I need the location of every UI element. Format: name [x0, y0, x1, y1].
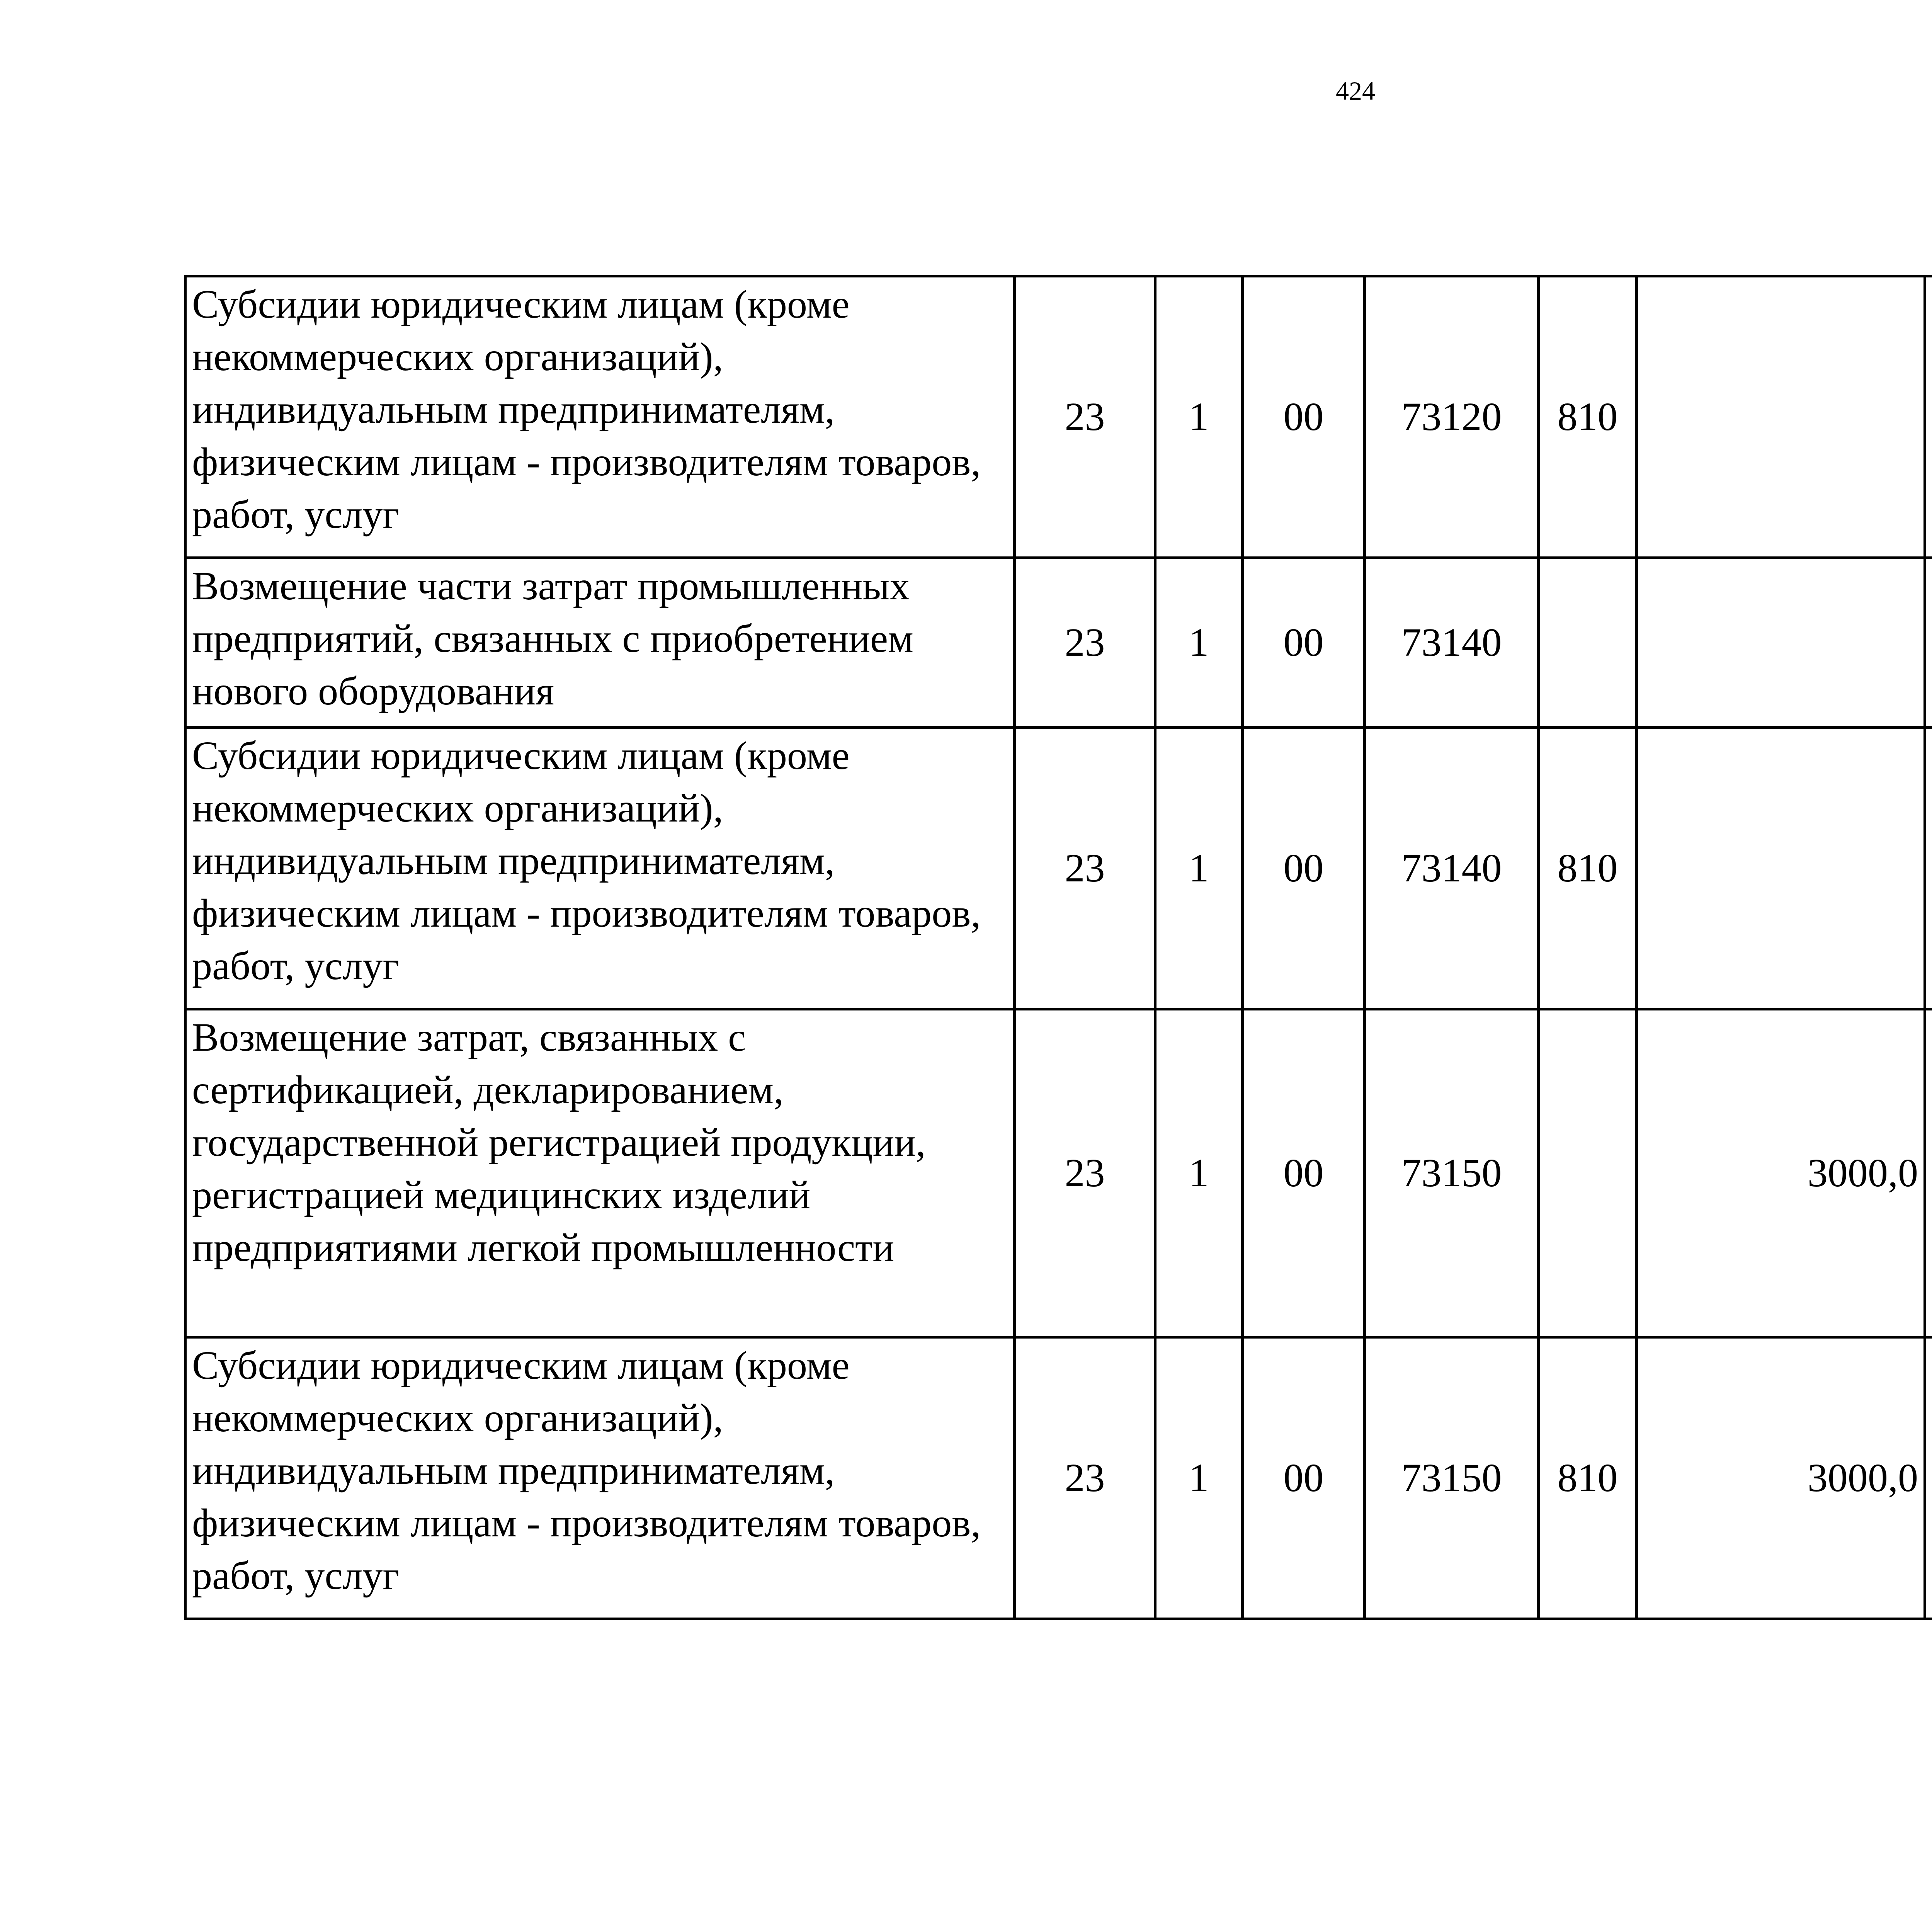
- cell-code-4: 73120: [1365, 276, 1539, 558]
- table-row: [185, 1009, 1932, 1337]
- cell-code-5: 810: [1539, 1337, 1637, 1619]
- cell-value-2: [1925, 1009, 1932, 1337]
- cell-code-2: 1: [1155, 558, 1243, 728]
- cell-code-4: 73150: [1365, 1009, 1539, 1337]
- row-name: Возмещение затрат, связанных с сертификацией, декларированием, государственной регистрацией продукции, регистрацией медицинских изделий предприятиями легкой промышленности: [185, 1009, 1015, 1337]
- cell-code-1: 23: [1015, 1337, 1155, 1619]
- cell-code-4: 73150: [1365, 1337, 1539, 1619]
- row-name: Субсидии юридическим лицам (кроме некоммерческих организаций), индивидуальным предпринимателям, физическим лицам - производителям товаров, работ, услуг: [185, 276, 1015, 558]
- cell-code-3: 00: [1243, 1009, 1365, 1337]
- table-row: [185, 1337, 1932, 1619]
- cell-code-5: 810: [1539, 728, 1637, 1009]
- cell-code-5: [1539, 558, 1637, 728]
- cell-code-3: 00: [1243, 1337, 1365, 1619]
- cell-code-3: 00: [1243, 276, 1365, 558]
- cell-code-1: 23: [1015, 728, 1155, 1009]
- cell-value-1: [1637, 276, 1925, 558]
- budget-table: [184, 275, 1932, 1620]
- cell-code-2: 1: [1155, 1009, 1243, 1337]
- cell-code-3: 00: [1243, 728, 1365, 1009]
- cell-value-2: [1925, 728, 1932, 1009]
- table-row: [185, 276, 1932, 558]
- table-row: [185, 558, 1932, 728]
- cell-code-2: 1: [1155, 1337, 1243, 1619]
- table-row: [185, 728, 1932, 1009]
- cell-code-5: [1539, 1009, 1637, 1337]
- cell-code-2: 1: [1155, 728, 1243, 1009]
- cell-value-1: 3000,0: [1637, 1009, 1925, 1337]
- cell-code-2: 1: [1155, 276, 1243, 558]
- cell-code-3: 00: [1243, 558, 1365, 728]
- cell-value-1: 3000,0: [1637, 1337, 1925, 1619]
- cell-code-1: 23: [1015, 558, 1155, 728]
- cell-value-1: [1637, 728, 1925, 1009]
- cell-code-5: 810: [1539, 276, 1637, 558]
- cell-value-2: [1925, 1337, 1932, 1619]
- cell-code-4: 73140: [1365, 558, 1539, 728]
- cell-code-1: 23: [1015, 1009, 1155, 1337]
- page-number: 424: [1336, 76, 1375, 105]
- row-name: Субсидии юридическим лицам (кроме некоммерческих организаций), индивидуальным предпринимателям, физическим лицам - производителям товаров, работ, услуг: [185, 728, 1015, 1009]
- cell-value-1: [1637, 558, 1925, 728]
- cell-value-2: [1925, 558, 1932, 728]
- row-name: Субсидии юридическим лицам (кроме некоммерческих организаций), индивидуальным предпринимателям, физическим лицам - производителям товаров, работ, услуг: [185, 1337, 1015, 1619]
- cell-code-1: 23: [1015, 276, 1155, 558]
- row-name: Возмещение части затрат промышленных предприятий, связанных с приобретением нового оборудования: [185, 558, 1015, 728]
- cell-code-4: 73140: [1365, 728, 1539, 1009]
- cell-value-2: [1925, 276, 1932, 558]
